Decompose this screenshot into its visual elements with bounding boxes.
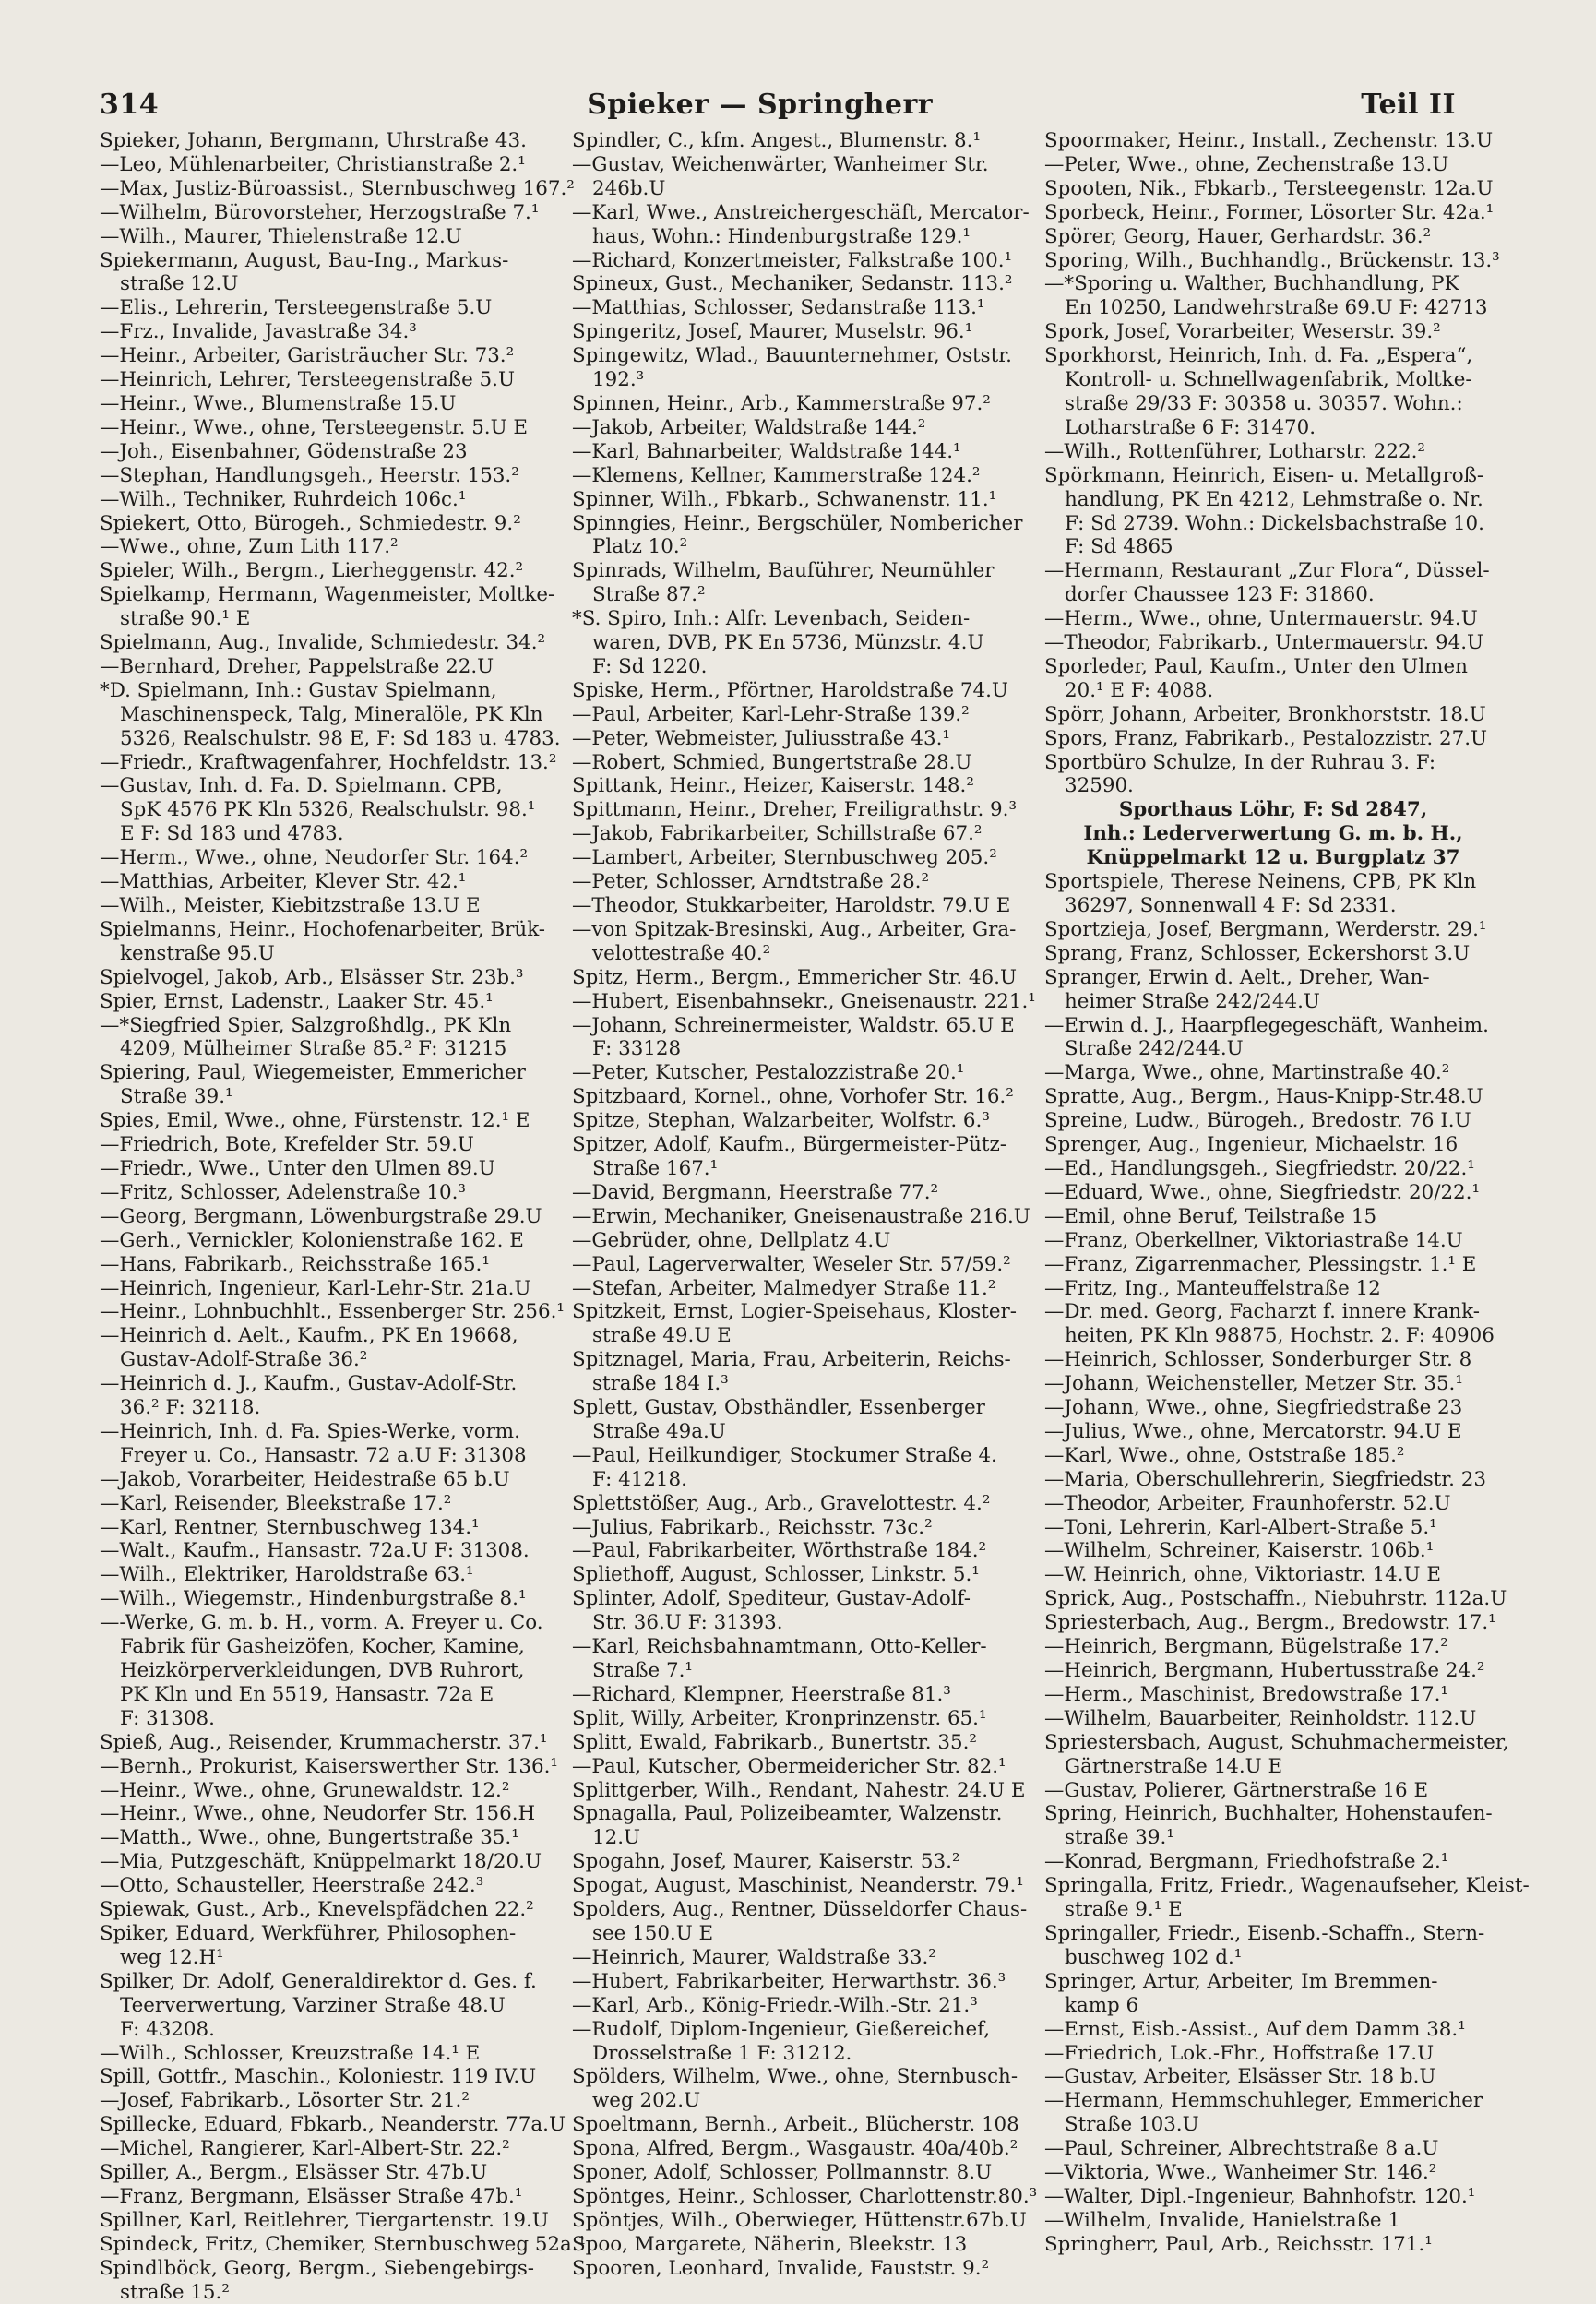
directory-entry-line: Sporing, Wilh., Buchhandlg., Brückenstr. 13.³ (1044, 248, 1500, 272)
directory-entry-line: —Karl, Bahnarbeiter, Waldstraße 144.¹ (572, 439, 961, 463)
directory-entry-line: Straße 167.¹ (592, 1156, 719, 1180)
directory-entry-line: Spielmann, Aug., Invalide, Schmiedestr. 34.² (100, 631, 546, 655)
directory-entry-line: —Gebrüder, ohne, Dellplatz 4.U (572, 1228, 891, 1252)
directory-entry-line: Sportzieja, Josef, Bergmann, Werderstr. 29.¹ (1044, 917, 1487, 941)
directory-entry-line: —Paul, Arbeiter, Karl-Lehr-Straße 139.² (572, 702, 970, 726)
directory-entry-line: Split, Willy, Arbeiter, Kronprinzenstr. 65.¹ (572, 1706, 987, 1730)
directory-entry-line: —Hermann, Hemmschuhleger, Emmericher (1044, 2089, 1483, 2113)
directory-entry-line: kamp 6 (1065, 1993, 1139, 2017)
directory-entry-line: Spitzer, Adolf, Kaufm., Bürgermeister-Pütz- (572, 1133, 1006, 1157)
directory-entry-line: Spratte, Aug., Bergm., Haus-Knipp-Str.48.U (1044, 1085, 1483, 1109)
part-label: Teil II (1361, 89, 1456, 121)
directory-entry-line: Sprick, Aug., Postschaffn., Niebuhrstr. 112a.U (1044, 1587, 1507, 1611)
directory-entry-line: —Erwin d. J., Haarpflegegeschäft, Wanheim. (1044, 1013, 1489, 1037)
directory-entry-line: —Michel, Rangierer, Karl-Albert-Str. 22.² (100, 2137, 510, 2161)
directory-entry-line: Splettstößer, Aug., Arb., Gravelottestr. 4.² (572, 1491, 991, 1515)
directory-entry-line: Straße 87.² (592, 583, 706, 607)
directory-entry-line: see 150.U E (592, 1921, 714, 1945)
directory-entry-line: Spoormaker, Heinr., Install., Zechenstr. 13.U (1044, 129, 1494, 152)
directory-entry-line: —Wilhelm, Invalide, Hanielstraße 1 (1044, 2208, 1400, 2232)
directory-entry-line: F: Sd 1220. (592, 654, 708, 678)
directory-entry-line: —Karl, Reichsbahnamtmann, Otto-Keller- (572, 1635, 987, 1659)
directory-entry-line: —Toni, Lehrerin, Karl-Albert-Straße 5.¹ (1044, 1515, 1437, 1539)
directory-entry-line: —Heinrich, Bergmann, Hubertusstraße 24.² (1044, 1659, 1485, 1682)
directory-entry-line: —Wilhelm, Bürovorsteher, Herzogstraße 7.¹ (100, 200, 540, 224)
directory-entry-line: weg 12.H¹ (120, 1945, 224, 1969)
directory-entry-line: —Konrad, Bergmann, Friedhofstraße 2.¹ (1044, 1850, 1449, 1874)
directory-entry-line: —W. Heinrich, ohne, Viktoriastr. 14.U E (1044, 1563, 1441, 1587)
directory-entry-line: —Herm., Wwe., ohne, Untermauerstr. 94.U (1044, 607, 1478, 631)
directory-entry-line: Gustav-Adolf-Straße 36.² (120, 1348, 368, 1372)
directory-entry-line: Spolders, Aug., Rentner, Düsseldorfer Chaus- (572, 1898, 1028, 1922)
directory-entry-line: —Mia, Putzgeschäft, Knüppelmarkt 18/20.U (100, 1850, 542, 1874)
directory-entry-line: Spielvogel, Jakob, Arb., Elsässer Str. 23b.³ (100, 965, 524, 989)
directory-entry-line: —Peter, Webmeister, Juliusstraße 43.¹ (572, 726, 950, 750)
directory-entry-line: F: Sd 2739. Wohn.: Dickelsbachstraße 10. (1065, 511, 1484, 535)
directory-entry-line: —Franz, Bergmann, Elsässer Straße 47b.¹ (100, 2184, 523, 2208)
directory-entry-line: —Friedrich, Lok.-Fhr., Hoffstraße 17.U (1044, 2041, 1435, 2065)
directory-entry-line: —Peter, Wwe., ohne, Zechenstraße 13.U (1044, 152, 1449, 176)
directory-entry-line: —-Werke, G. m. b. H., vorm. A. Freyer u. Co. (100, 1611, 543, 1635)
directory-entry-line: —Heinrich d. Aelt., Kaufm., PK En 19668, (100, 1324, 518, 1348)
directory-entry-line: *S. Spiro, Inh.: Alfr. Levenbach, Seiden- (572, 607, 971, 631)
directory-entry-line: —Franz, Zigarrenmacher, Plessingstr. 1.¹ E (1044, 1252, 1477, 1276)
directory-entry-line: —Theodor, Arbeiter, Fraunhoferstr. 52.U (1044, 1491, 1451, 1515)
directory-heading-line: Knüppelmarkt 12 u. Burgplatz 37 (1086, 846, 1460, 870)
directory-entry-line: —Walter, Dipl.-Ingenieur, Bahnhofstr. 120.¹ (1044, 2184, 1476, 2208)
directory-entry-line: straße 49.U E (592, 1324, 732, 1348)
directory-entry-line: —Gustav, Weichenwärter, Wanheimer Str. (572, 152, 989, 176)
directory-entry-line: —Karl, Arb., König-Friedr.-Wilh.-Str. 21.³ (572, 1993, 978, 2017)
directory-entry-line: straße 9.¹ E (1065, 1898, 1183, 1922)
directory-entry-line: F: 33128 (592, 1037, 682, 1061)
directory-entry-line: Spitznagel, Maria, Frau, Arbeiterin, Reichs- (572, 1348, 1011, 1372)
directory-entry-line: dorfer Chaussee 123 F: 31860. (1065, 583, 1375, 607)
directory-entry-line: waren, DVB, PK En 5736, Münzstr. 4.U (592, 631, 984, 655)
directory-entry-line: Spörer, Georg, Hauer, Gerhardstr. 36.² (1044, 224, 1432, 248)
directory-entry-line: —Emil, ohne Beruf, Teilstraße 15 (1044, 1204, 1377, 1228)
directory-entry-line: Spranger, Erwin d. Aelt., Dreher, Wan- (1044, 965, 1430, 989)
directory-entry-line: —Johann, Wwe., ohne, Siegfriedstraße 23 (1044, 1396, 1463, 1420)
directory-entry-line: —Jakob, Vorarbeiter, Heidestraße 65 b.U (100, 1467, 510, 1491)
directory-entry-line: —Jakob, Arbeiter, Waldstraße 144.² (572, 415, 926, 439)
directory-entry-line: Spring, Heinrich, Buchhalter, Hohenstaufen- (1044, 1802, 1493, 1826)
directory-entry-line: Straße 49a.U (592, 1419, 726, 1443)
directory-entry-line: straße 90.¹ E (120, 607, 251, 631)
directory-entry-line: —Robert, Schmied, Bungertstraße 28.U (572, 750, 972, 774)
directory-entry-line: Spilker, Dr. Adolf, Generaldirektor d. Ges. f. (100, 1969, 537, 1993)
directory-entry-line: Spork, Josef, Vorarbeiter, Weserstr. 39.² (1044, 320, 1441, 344)
directory-entry-line: —Georg, Bergmann, Löwenburgstraße 29.U (100, 1204, 542, 1228)
directory-entry-line: —Fritz, Ing., Manteuffelstraße 12 (1044, 1276, 1381, 1300)
directory-entry-line: Spielmanns, Heinr., Hochofenarbeiter, Brük- (100, 917, 546, 941)
directory-entry-line: —Wilh., Schlosser, Kreuzstraße 14.¹ E (100, 2041, 481, 2065)
directory-entry-line: weg 202.U (592, 2089, 701, 2113)
directory-entry-line: —Max, Justiz-Büroassist., Sternbuschweg 167.² (100, 176, 575, 200)
directory-entry-line: F: 31308. (120, 1706, 215, 1730)
directory-entry-line: —Friedr., Wwe., Unter den Ulmen 89.U (100, 1156, 495, 1180)
directory-entry-line: Spinrads, Wilhelm, Bauführer, Neumühler (572, 559, 995, 583)
directory-entry-line: straße 184 I.³ (592, 1372, 729, 1396)
directory-entry-line: handlung, PK En 4212, Lehmstraße o. Nr. (1065, 487, 1483, 511)
directory-entry-line: straße 29/33 F: 30358 u. 30357. Wohn.: (1065, 391, 1463, 415)
directory-entry-line: —Otto, Schausteller, Heerstraße 242.³ (100, 1874, 484, 1898)
column-1 (100, 129, 587, 2304)
directory-entry-line: Spillner, Karl, Reitlehrer, Tiergartenstr. 19.U (100, 2208, 549, 2232)
directory-entry-line: Sprang, Franz, Schlosser, Eckershorst 3.U (1044, 941, 1471, 965)
directory-entry-line: Sponer, Adolf, Schlosser, Pollmannstr. 8.U (572, 2161, 993, 2185)
directory-entry-line: —Paul, Lagerverwalter, Weseler Str. 57/59.² (572, 1252, 1011, 1276)
directory-entry-line: Fabrik für Gasheizöfen, Kocher, Kamine, (120, 1635, 525, 1659)
directory-entry-line: Spiller, A., Bergm., Elsässer Str. 47b.U (100, 2161, 488, 2185)
directory-entry-line: —Walt., Kaufm., Hansastr. 72a.U F: 31308. (100, 1539, 530, 1563)
directory-entry-line: PK Kln und En 5519, Hansastr. 72a E (120, 1682, 494, 1706)
directory-entry-line: Spiker, Eduard, Werkführer, Philosophen- (100, 1921, 517, 1945)
directory-entry-line: —Wilh., Techniker, Ruhrdeich 106c.¹ (100, 487, 467, 511)
directory-entry-line: —Dr. med. Georg, Facharzt f. innere Krank- (1044, 1300, 1480, 1324)
directory-entry-line: —Heinr., Wwe., ohne, Grunewaldstr. 12.² (100, 1778, 510, 1802)
directory-entry-line: —Heinr., Arbeiter, Garisträucher Str. 73.² (100, 344, 515, 368)
directory-entry-line: Spiewak, Gust., Arb., Knevelspfädchen 22.² (100, 1898, 534, 1922)
directory-entry-line: —*Sporing u. Walther, Buchhandlung, PK (1044, 272, 1459, 296)
directory-entry-line: Spitze, Stephan, Walzarbeiter, Wolfstr. 6.³ (572, 1109, 990, 1133)
directory-entry-line: Lotharstraße 6 F: 31470. (1065, 415, 1316, 439)
directory-entry-line: —Matth., Wwe., ohne, Bungertstraße 35.¹ (100, 1826, 519, 1850)
column-3 (1044, 129, 1530, 2256)
directory-entry-line: 5326, Realschulstr. 98 E, F: Sd 183 u. 4783. (120, 726, 561, 750)
directory-entry-line: —Elis., Lehrerin, Tersteegenstraße 5.U (100, 296, 493, 320)
directory-entry-line: —Eduard, Wwe., ohne, Siegfriedstr. 20/22.¹ (1044, 1180, 1481, 1204)
directory-entry-line: Spörr, Johann, Arbeiter, Bronkhorststr. 18.U (1044, 702, 1486, 726)
directory-entry-line: —Bernhard, Dreher, Pappelstraße 22.U (100, 654, 494, 678)
directory-entry-line: —Peter, Kutscher, Pestalozzistraße 20.¹ (572, 1061, 965, 1085)
directory-entry-line: —Heinr., Wwe., Blumenstraße 15.U (100, 391, 457, 415)
directory-entry-line: 36.² F: 32118. (120, 1396, 261, 1420)
directory-entry-line: —Paul, Schreiner, Albrechtstraße 8 a.U (1044, 2137, 1439, 2161)
directory-entry-line: buschweg 102 d.¹ (1065, 1945, 1243, 1969)
directory-entry-line: —Heinrich, Schlosser, Sonderburger Str. 8 (1044, 1348, 1472, 1372)
directory-entry-line: Spreine, Ludw., Bürogeh., Bredostr. 76 I.U (1044, 1109, 1471, 1133)
directory-entry-line: —Fritz, Schlosser, Adelenstraße 10.³ (100, 1180, 466, 1204)
directory-entry-line: Spona, Alfred, Bergm., Wasgaustr. 40a/40b.² (572, 2137, 1018, 2161)
directory-entry-line: Freyer u. Co., Hansastr. 72 a.U F: 31308 (120, 1443, 527, 1467)
directory-entry-line: —Gustav, Arbeiter, Elsässer Str. 18 b.U (1044, 2065, 1436, 2089)
directory-entry-line: —Lambert, Arbeiter, Sternbuschweg 205.² (572, 846, 997, 870)
directory-entry-line: Spölders, Wilhelm, Wwe., ohne, Sternbusch- (572, 2065, 1018, 2089)
directory-entry-line: —Maria, Oberschullehrerin, Siegfriedstr. 23 (1044, 1467, 1486, 1491)
directory-entry-line: —Franz, Oberkellner, Viktoriastraße 14.U (1044, 1228, 1463, 1252)
directory-entry-line: —Karl, Reisender, Bleekstraße 17.² (100, 1491, 452, 1515)
directory-entry-line: Spriestersbach, August, Schuhmachermeister, (1044, 1730, 1509, 1754)
directory-entry-line: Straße 7.¹ (592, 1659, 693, 1682)
directory-entry-line: Spoo, Margarete, Näherin, Bleekstr. 13 (572, 2232, 968, 2256)
directory-entry-line: 12.U (592, 1826, 641, 1850)
directory-entry-line: 192.³ (592, 368, 645, 392)
directory-entry-line: —Heinrich, Bergmann, Bügelstraße 17.² (1044, 1635, 1448, 1659)
page-header (100, 89, 1456, 129)
directory-entry-line: —Viktoria, Wwe., Wanheimer Str. 146.² (1044, 2161, 1437, 2185)
directory-entry-line: —Paul, Kutscher, Obermeidericher Str. 82.¹ (572, 1754, 1006, 1778)
directory-entry-line: —Stefan, Arbeiter, Malmedyer Straße 11.² (572, 1276, 996, 1300)
directory-entry-line: —Heinr., Wwe., ohne, Neudorfer Str. 156.H (100, 1802, 536, 1826)
directory-entry-line: —Hubert, Eisenbahnsekr., Gneisenaustr. 221.¹ (572, 989, 1036, 1013)
directory-entry-line: —Richard, Konzertmeister, Falkstraße 100.¹ (572, 248, 1013, 272)
directory-entry-line: Kontroll- u. Schnellwagenfabrik, Moltke- (1065, 368, 1472, 392)
directory-entry-line: Spillecke, Eduard, Fbkarb., Neanderstr. 77a.U (100, 2113, 566, 2137)
directory-entry-line: —Herm., Maschinist, Bredowstraße 17.¹ (1044, 1682, 1449, 1706)
directory-entry-line: Springer, Artur, Arbeiter, Im Bremmen- (1044, 1969, 1438, 1993)
directory-entry-line: —Heinrich d. J., Kaufm., Gustav-Adolf-Str. (100, 1372, 518, 1396)
directory-entry-line: —Paul, Fabrikarbeiter, Wörthstraße 184.² (572, 1539, 987, 1563)
directory-entry-line: —Heinrich, Inh. d. Fa. Spies-Werke, vorm. (100, 1419, 520, 1443)
directory-entry-line: —Frz., Invalide, Javastraße 34.³ (100, 320, 417, 344)
directory-entry-line: —Gustav, Polierer, Gärtnerstraße 16 E (1044, 1778, 1429, 1802)
directory-entry-line: —Wilhelm, Bauarbeiter, Reinholdstr. 112.U (1044, 1706, 1477, 1730)
directory-entry-line: —Heinr., Wwe., ohne, Tersteegenstr. 5.U E (100, 415, 529, 439)
directory-entry-line: 20.¹ E F: 4088. (1065, 678, 1214, 702)
directory-entry-line: Sportbüro Schulze, In der Ruhrau 3. F: (1044, 750, 1436, 774)
directory-entry-line: Spieker, Johann, Bergmann, Uhrstraße 43. (100, 129, 527, 152)
directory-entry-line: Spogat, August, Maschinist, Neanderstr. 79.¹ (572, 1874, 1024, 1898)
directory-entry-line: —Heinrich, Maurer, Waldstraße 33.² (572, 1945, 936, 1969)
directory-entry-line: Spindler, C., kfm. Angest., Blumenstr. 8.¹ (572, 129, 982, 152)
directory-entry-line: Springalla, Fritz, Friedr., Wagenaufseher, Kleist- (1044, 1874, 1530, 1898)
directory-entry-line: —Wwe., ohne, Zum Lith 117.² (100, 535, 399, 559)
directory-entry-line: —Bernh., Prokurist, Kaiserswerther Str. 136.¹ (100, 1754, 559, 1778)
directory-entry-line: Splitt, Ewald, Fabrikarb., Bunertstr. 35.² (572, 1730, 977, 1754)
directory-entry-line: —Hans, Fabrikarb., Reichsstraße 165.¹ (100, 1252, 490, 1276)
directory-entry-line: —Friedr., Kraftwagenfahrer, Hochfeldstr. 13.² (100, 750, 557, 774)
directory-entry-line: —Heinr., Lohnbuchhlt., Essenberger Str. 256.¹ (100, 1300, 565, 1324)
directory-entry-line: —Marga, Wwe., ohne, Martinstraße 40.² (1044, 1061, 1450, 1085)
directory-entry-line: Spöntges, Heinr., Schlosser, Charlottenstr.80.³ (572, 2184, 1038, 2208)
directory-entry-line: Splittgerber, Wilh., Rendant, Nahestr. 24.U E (572, 1778, 1026, 1802)
directory-entry-line: —Ed., Handlungsgeh., Siegfriedstr. 20/22.¹ (1044, 1156, 1475, 1180)
directory-entry-line: Spill, Gottfr., Maschin., Koloniestr. 119 IV.U (100, 2065, 537, 2089)
directory-entry-line: Straße 103.U (1065, 2113, 1199, 2137)
directory-entry-line: Sporleder, Paul, Kaufm., Unter den Ulmen (1044, 654, 1468, 678)
directory-entry-line: Sportspiele, Therese Neinens, CPB, PK Kln (1044, 870, 1477, 894)
directory-entry-line: —Karl, Wwe., ohne, Oststraße 185.² (1044, 1443, 1405, 1467)
directory-entry-line: —Wilh., Wiegemstr., Hindenburgstraße 8.¹ (100, 1587, 527, 1611)
directory-entry-line: Splinter, Adolf, Spediteur, Gustav-Adolf- (572, 1587, 971, 1611)
directory-entry-line: Sporkhorst, Heinrich, Inh. d. Fa. „Espera“, (1044, 344, 1473, 368)
directory-entry-line: Spinner, Wilh., Fbkarb., Schwanenstr. 11.¹ (572, 487, 997, 511)
directory-entry-line: —Ernst, Eisb.-Assist., Auf dem Damm 38.¹ (1044, 2017, 1466, 2041)
directory-entry-line: *D. Spielmann, Inh.: Gustav Spielmann, (100, 678, 497, 702)
directory-entry-line: Str. 36.U F: 31393. (592, 1611, 783, 1635)
directory-entry-line: velottestraße 40.² (592, 941, 771, 965)
directory-entry-line: —Klemens, Kellner, Kammerstraße 124.² (572, 463, 981, 487)
directory-entry-line: —von Spitzak-Bresinski, Aug., Arbeiter, Gra- (572, 917, 1017, 941)
directory-entry-line: —Wilhelm, Schreiner, Kaiserstr. 106b.¹ (1044, 1539, 1435, 1563)
directory-entry-line: —Karl, Wwe., Anstreichergeschäft, Mercator- (572, 200, 1030, 224)
directory-entry-line: Spingewitz, Wlad., Bauunternehmer, Oststr. (572, 344, 1012, 368)
directory-entry-line: Spiekert, Otto, Bürogeh., Schmiedestr. 9.² (100, 511, 521, 535)
directory-entry-line: Spineux, Gust., Mechaniker, Sedanstr. 113.² (572, 272, 1013, 296)
directory-entry-line: Spnagalla, Paul, Polizeibeamter, Walzenstr. (572, 1802, 1003, 1826)
directory-entry-line: Spiering, Paul, Wiegemeister, Emmericher (100, 1061, 526, 1085)
directory-entry-line: Spörkmann, Heinrich, Eisen- u. Metallgroß- (1044, 463, 1484, 487)
directory-entry-line: —Josef, Fabrikarb., Lösorter Str. 21.² (100, 2089, 470, 2113)
directory-entry-line: Spinnen, Heinr., Arb., Kammerstraße 97.² (572, 391, 991, 415)
directory-entry-line: Spors, Franz, Fabrikarb., Pestalozzistr. 27.U (1044, 726, 1488, 750)
directory-entry-line: Heizkörperverkleidungen, DVB Ruhrort, (120, 1659, 525, 1682)
directory-entry-line: Spooren, Leonhard, Invalide, Fauststr. 9.² (572, 2256, 990, 2280)
directory-entry-line: straße 39.¹ (1065, 1826, 1174, 1850)
directory-entry-line: —Jakob, Fabrikarbeiter, Schillstraße 67.² (572, 822, 983, 846)
directory-entry-line: Spindlböck, Georg, Bergm., Siebengebirgs- (100, 2256, 535, 2280)
directory-entry-line: Spindeck, Fritz, Chemiker, Sternbuschweg 52a.¹ (100, 2232, 587, 2256)
directory-entry-line: —Hermann, Restaurant „Zur Flora“, Düssel- (1044, 559, 1490, 583)
directory-entry-line: —David, Bergmann, Heerstraße 77.² (572, 1180, 939, 1204)
directory-entry-line: Spies, Emil, Wwe., ohne, Fürstenstr. 12.¹ E (100, 1109, 530, 1133)
directory-entry-line: —Leo, Mühlenarbeiter, Christianstraße 2.¹ (100, 152, 526, 176)
directory-entry-line: Spöntjes, Wilh., Oberwieger, Hüttenstr.67b.U (572, 2208, 1027, 2232)
directory-entry-line: Spoeltmann, Bernh., Arbeit., Blücherstr. 108 (572, 2113, 1019, 2137)
directory-heading-line: Sporthaus Löhr, F: Sd 2847, (1118, 798, 1428, 822)
directory-entry-line: Spinngies, Heinr., Bergschüler, Nombericher (572, 511, 1023, 535)
directory-entry-line: Spiske, Herm., Pförtner, Haroldstraße 74.U (572, 678, 1008, 702)
directory-entry-line: F: Sd 4865 (1065, 535, 1173, 559)
directory-entry-line: —Gustav, Inh. d. Fa. D. Spielmann. CPB, (100, 774, 503, 798)
directory-entry-line: —Joh., Eisenbahner, Gödenstraße 23 (100, 439, 468, 463)
directory-entry-line: kenstraße 95.U (120, 941, 275, 965)
directory-entry-line: Straße 39.¹ (120, 1085, 233, 1109)
directory-entry-line: —Wilh., Rottenführer, Lotharstr. 222.² (1044, 439, 1425, 463)
directory-entry-line: —Theodor, Fabrikarb., Untermauerstr. 94.U (1044, 631, 1484, 655)
directory-entry-line: —Matthias, Arbeiter, Klever Str. 42.¹ (100, 870, 467, 894)
directory-entry-line: Spiekermann, August, Bau-Ing., Markus- (100, 248, 509, 272)
directory-entry-line: —Wilh., Maurer, Thielenstraße 12.U (100, 224, 462, 248)
directory-entry-line: Teerverwertung, Varziner Straße 48.U (120, 1993, 506, 2017)
directory-entry-line: —Heinrich, Lehrer, Tersteegenstraße 5.U (100, 368, 515, 392)
directory-entry-line: F: 41218. (592, 1467, 687, 1491)
directory-entry-line: Spingeritz, Josef, Maurer, Muselstr. 96.¹ (572, 320, 973, 344)
directory-entry-line: Spittank, Heinr., Heizer, Kaiserstr. 148.² (572, 774, 974, 798)
directory-entry-line: —Karl, Rentner, Sternbuschweg 134.¹ (100, 1515, 480, 1539)
directory-entry-line: Spieler, Wilh., Bergm., Lierheggenstr. 42.² (100, 559, 524, 583)
directory-entry-line: heimer Straße 242/244.U (1065, 989, 1320, 1013)
directory-entry-line: Spitzkeit, Ernst, Logier-Speisehaus, Kloster- (572, 1300, 1017, 1324)
directory-entry-line: —*Siegfried Spier, Salzgroßhdlg., PK Kln (100, 1013, 512, 1037)
directory-entry-line: Spriesterbach, Aug., Bergm., Bredowstr. 17.¹ (1044, 1611, 1496, 1635)
page-number: 314 (100, 89, 160, 121)
directory-entry-line: SpK 4576 PK Kln 5326, Realschulstr. 98.¹ (120, 798, 536, 822)
directory-entry-line: 4209, Mülheimer Straße 85.² F: 31215 (120, 1037, 507, 1061)
directory-entry-line: Splett, Gustav, Obsthändler, Essenberger (572, 1396, 985, 1420)
directory-entry-line: Drosselstraße 1 F: 31212. (592, 2041, 852, 2065)
directory-entry-line: heiten, PK Kln 98875, Hochstr. 2. F: 40906 (1065, 1324, 1495, 1348)
directory-entry-line: F: 43208. (120, 2017, 215, 2041)
directory-entry-line: straße 15.² (120, 2280, 230, 2304)
directory-entry-line: Spier, Ernst, Ladenstr., Laaker Str. 45.¹ (100, 989, 494, 1013)
directory-entry-line: Platz 10.² (592, 535, 688, 559)
directory-entry-line: 32590. (1065, 774, 1134, 798)
directory-entry-line: 36297, Sonnenwall 4 F: Sd 2331. (1065, 894, 1397, 917)
directory-entry-line: —Theodor, Stukkarbeiter, Haroldstr. 79.U E (572, 894, 1011, 917)
directory-entry-line: Springaller, Friedr., Eisenb.-Schaffn., Stern- (1044, 1921, 1485, 1945)
directory-entry-line: Spitz, Herm., Bergm., Emmericher Str. 46.U (572, 965, 1017, 989)
directory-entry-line: Spooten, Nik., Fbkarb., Tersteegenstr. 12a.U (1044, 176, 1494, 200)
directory-entry-line: —Stephan, Handlungsgeh., Heerstr. 153.² (100, 463, 519, 487)
directory-entry-line: —Herm., Wwe., ohne, Neudorfer Str. 164.² (100, 846, 529, 870)
directory-entry-line: 246b.U (592, 176, 666, 200)
directory-entry-line: Spitzbaard, Kornel., ohne, Vorhofer Str. 16.² (572, 1085, 1014, 1109)
directory-entry-line: haus, Wohn.: Hindenburgstraße 129.¹ (592, 224, 971, 248)
directory-entry-line: Spittmann, Heinr., Dreher, Freiligrathstr. 9.³ (572, 798, 1018, 822)
running-title: Spieker — Springherr (587, 89, 934, 121)
directory-entry-line: Spieß, Aug., Reisender, Krummacherstr. 37.¹ (100, 1730, 548, 1754)
directory-entry-line: straße 12.U (120, 272, 239, 296)
directory-entry-line: —Erwin, Mechaniker, Gneisenaustraße 216.U (572, 1204, 1030, 1228)
directory-entry-line: Maschinenspeck, Talg, Mineralöle, PK Kln (120, 702, 543, 726)
directory-entry-line: Spielkamp, Hermann, Wagenmeister, Moltke- (100, 583, 555, 607)
directory-entry-line: Sprenger, Aug., Ingenieur, Michaelstr. 16 (1044, 1133, 1459, 1157)
directory-entry-line: En 10250, Landwehrstraße 69.U F: 42713 (1065, 296, 1488, 320)
directory-entry-line: —Wilh., Elektriker, Haroldstraße 63.¹ (100, 1563, 474, 1587)
directory-entry-line: Gärtnerstraße 14.U E (1065, 1754, 1283, 1778)
directory-entry-line: —Wilh., Meister, Kiebitzstraße 13.U E (100, 894, 481, 917)
directory-entry-line: —Friedrich, Bote, Krefelder Str. 59.U (100, 1133, 474, 1157)
directory-entry-line: —Heinrich, Ingenieur, Karl-Lehr-Str. 21a.U (100, 1276, 531, 1300)
directory-entry-line: —Hubert, Fabrikarbeiter, Herwarthstr. 36.³ (572, 1969, 1006, 1993)
directory-entry-line: Spogahn, Josef, Maurer, Kaiserstr. 53.² (572, 1850, 960, 1874)
directory-entry-line: —Richard, Klempner, Heerstraße 81.³ (572, 1682, 951, 1706)
directory-entry-line: —Gerh., Vernickler, Kolonienstraße 162. E (100, 1228, 524, 1252)
column-2 (572, 129, 1038, 2280)
directory-entry-line: —Rudolf, Diplom-Ingenieur, Gießereichef, (572, 2017, 991, 2041)
directory-entry-line: Straße 242/244.U (1065, 1037, 1244, 1061)
directory-entry-line: Spliethoff, August, Schlosser, Linkstr. 5.¹ (572, 1563, 980, 1587)
directory-entry-line: Sporbeck, Heinr., Former, Lösorter Str. 42a.¹ (1044, 200, 1495, 224)
directory-entry-line: —Johann, Schreinermeister, Waldstr. 65.U E (572, 1013, 1015, 1037)
directory-entry-line: —Matthias, Schlosser, Sedanstraße 113.¹ (572, 296, 985, 320)
directory-entry-line: —Julius, Fabrikarb., Reichsstr. 73c.² (572, 1515, 933, 1539)
directory-entry-line: —Johann, Weichensteller, Metzer Str. 35.¹ (1044, 1372, 1463, 1396)
directory-entry-line: Springherr, Paul, Arb., Reichsstr. 171.¹ (1044, 2232, 1433, 2256)
directory-entry-line: —Julius, Wwe., ohne, Mercatorstr. 94.U E (1044, 1419, 1462, 1443)
directory-heading-line: Inh.: Lederverwertung G. m. b. H., (1083, 822, 1463, 846)
directory-entry-line: E F: Sd 183 und 4783. (120, 822, 344, 846)
directory-entry-line: —Paul, Heilkundiger, Stockumer Straße 4. (572, 1443, 997, 1467)
directory-entry-line: —Peter, Schlosser, Arndtstraße 28.² (572, 870, 930, 894)
